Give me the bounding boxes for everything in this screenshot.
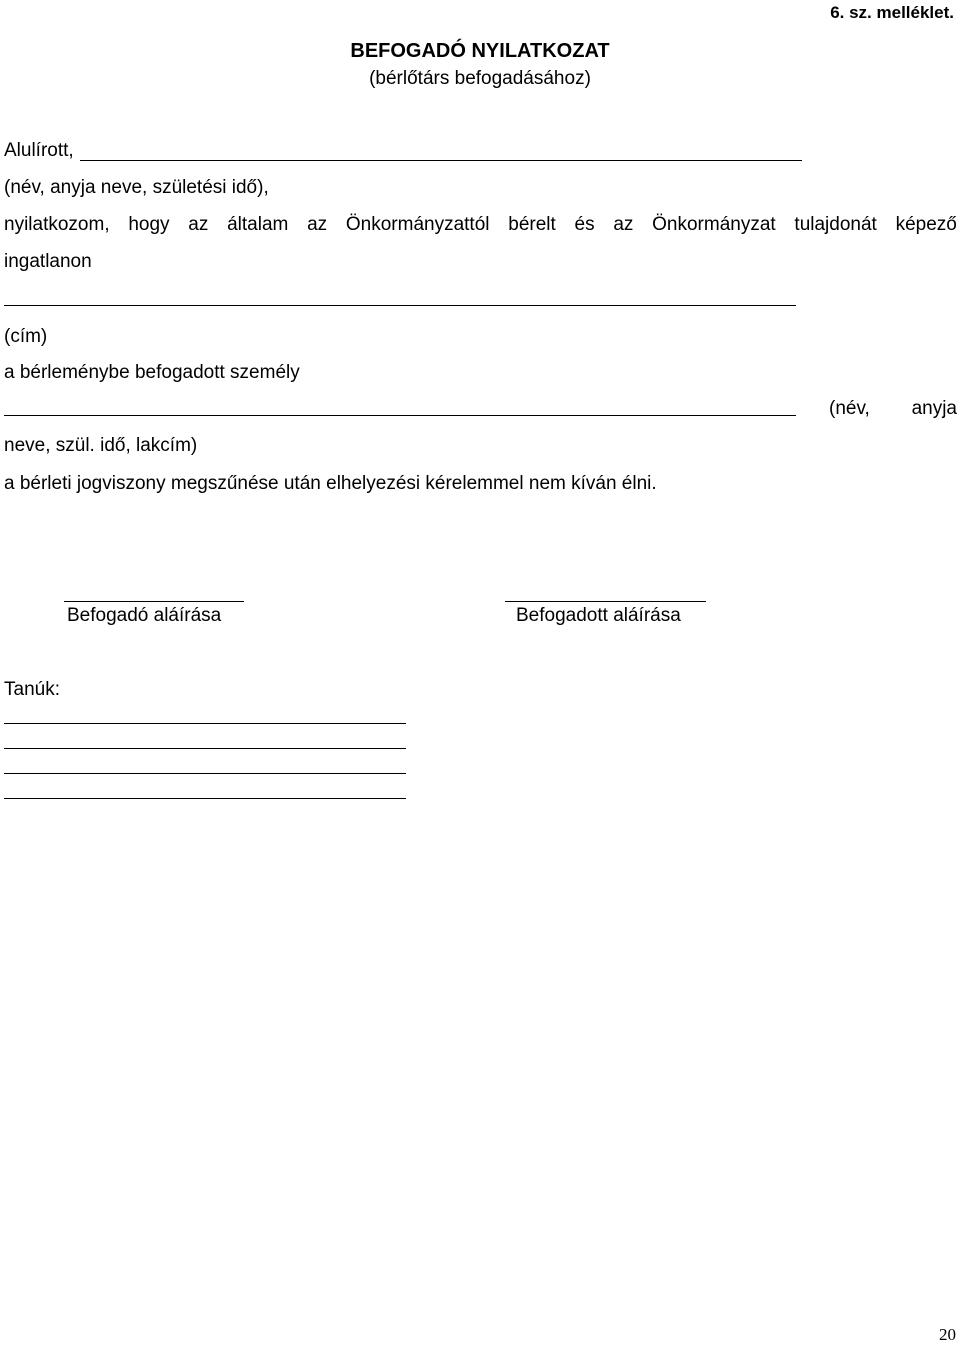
- guest-signature-line: [505, 601, 706, 602]
- declaration-word: képező: [895, 214, 957, 235]
- guest-signature-label: Befogadott aláírása: [516, 605, 681, 626]
- closing-statement: a bérleti jogviszony megszűnése után elhelyezési kérelemmel nem kíván élni.: [4, 473, 657, 494]
- declaration-end: ingatlanon: [4, 251, 92, 272]
- declaration-word: általam: [227, 214, 289, 235]
- declaration-word: nyilatkozom,: [4, 214, 110, 235]
- witness-line: [4, 798, 406, 799]
- declaration-word: és: [574, 214, 595, 235]
- witnesses-label: Tanúk:: [4, 679, 60, 700]
- address-blank-line: [4, 305, 796, 306]
- witness-line: [4, 773, 406, 774]
- declaration-word: bérelt: [508, 214, 556, 235]
- declaration-word: Önkormányzattól: [345, 214, 490, 235]
- declaration-word: Önkormányzat: [652, 214, 776, 235]
- witness-line: [4, 723, 406, 724]
- declaration-word: az: [613, 214, 634, 235]
- undersigned-label: Alulírott,: [4, 140, 74, 161]
- undersigned-hint: (név, anyja neve, születési idő),: [4, 177, 269, 198]
- document-title: BEFOGADÓ NYILATKOZAT: [350, 40, 610, 62]
- declaration-word: az: [188, 214, 209, 235]
- person-blank-line: [4, 415, 796, 416]
- person-hint-b: anyja: [911, 398, 957, 419]
- address-hint: (cím): [4, 326, 48, 347]
- name-blank-line: [80, 160, 802, 161]
- document-subtitle: (bérlőtárs befogadásához): [369, 68, 591, 89]
- declaration-word: tulajdonát: [794, 214, 877, 235]
- person-intro: a bérleménybe befogadott személy: [4, 362, 300, 383]
- annex-label: 6. sz. melléklet.: [830, 3, 954, 22]
- person-hint-a: (név,: [829, 398, 870, 419]
- host-signature-label: Befogadó aláírása: [67, 605, 222, 626]
- host-signature-line: [64, 601, 244, 602]
- declaration-word: hogy: [128, 214, 170, 235]
- declaration-line: [4, 214, 957, 236]
- person-hint-c: neve, szül. idő, lakcím): [4, 435, 198, 456]
- witness-line: [4, 748, 406, 749]
- declaration-word: az: [307, 214, 328, 235]
- page-number: 20: [939, 1325, 956, 1344]
